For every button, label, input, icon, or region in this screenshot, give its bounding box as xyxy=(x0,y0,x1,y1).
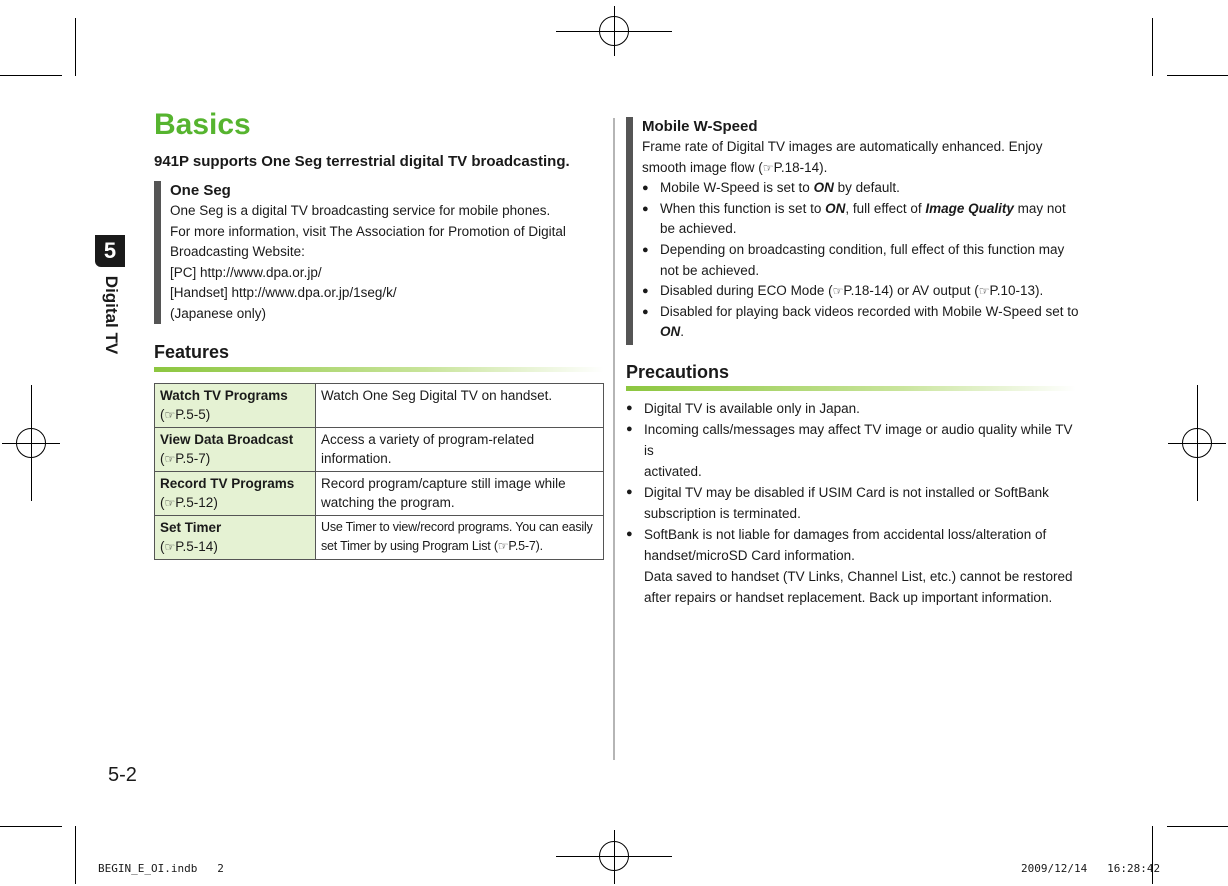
intro-text: 941P supports One Seg terrestrial digital TV broadcasting. xyxy=(154,153,570,170)
feature-name: View Data Broadcast xyxy=(160,432,294,447)
pointing-hand-icon: ☞ xyxy=(164,540,176,554)
table-row xyxy=(155,384,604,428)
feature-desc: Use Timer to view/record programs. You can easily xyxy=(321,520,593,534)
list-item: ● SoftBank is not liable for damages from accidental loss/alteration of handset/microSD Card information. Data saved to handset (TV Links, Channel List, etc.) cannot be restored after repairs or handset replacement. Back up important information. xyxy=(626,524,1081,608)
list-item: ● Disabled for playing back videos recorded with Mobile W-Speed set to ON. xyxy=(642,302,1092,343)
precautions-heading-bar xyxy=(626,386,1076,391)
feature-key-cell xyxy=(155,516,316,560)
page-reference[interactable]: ☞P.18-14 xyxy=(762,159,820,175)
page-reference[interactable]: (☞P.5-7) xyxy=(160,451,211,466)
mobile-wspeed-box xyxy=(626,117,1092,345)
mobile-wspeed-line: smooth image flow (☞P.18-14). xyxy=(642,158,1092,179)
feature-desc-cell: Use Timer to view/record programs. You can easily set Timer by using Program List (☞P.5-7). xyxy=(316,516,604,560)
one-seg-line: One Seg is a digital TV broadcasting service for mobile phones. xyxy=(170,203,551,218)
page-reference[interactable]: (☞P.5-5) xyxy=(160,407,211,422)
table-row xyxy=(155,472,604,516)
page-title: Basics xyxy=(154,108,251,141)
pointing-hand-icon: ☞ xyxy=(832,284,844,299)
pointing-hand-icon: ☞ xyxy=(762,160,774,175)
feature-desc-cell xyxy=(316,472,604,516)
page-reference[interactable]: (☞P.5-12) xyxy=(160,495,218,510)
footer-timestamp: 2009/12/14 16:28:42 xyxy=(1021,862,1161,875)
feature-key-cell xyxy=(155,472,316,516)
list-item: ● Mobile W-Speed is set to ON by default. xyxy=(642,178,1092,199)
handset-url-line[interactable]: [Handset] http://www.dpa.or.jp/1seg/k/ xyxy=(170,285,397,301)
list-item: ● Incoming calls/messages may affect TV image or audio quality while TV is activated. xyxy=(626,419,1081,482)
feature-desc: watching the program. xyxy=(321,495,455,510)
feature-desc: Watch One Seg Digital TV on handset. xyxy=(321,388,553,403)
pc-url-line[interactable]: [PC] http://www.dpa.or.jp/ xyxy=(170,264,322,280)
chapter-number: 5 xyxy=(95,235,125,267)
feature-desc: information. xyxy=(321,451,392,466)
feature-desc: set Timer by using Program List ( xyxy=(321,539,498,553)
mobile-wspeed-line: Frame rate of Digital TV images are automatically enhanced. Enjoy xyxy=(642,139,1043,154)
list-item: ● Digital TV may be disabled if USIM Card is not installed or SoftBank subscription is terminated. xyxy=(626,482,1081,524)
feature-key-cell xyxy=(155,384,316,428)
features-heading: Features xyxy=(154,342,230,362)
pointing-hand-icon: ☞ xyxy=(164,408,176,422)
list-item: ● When this function is set to ON, full effect of Image Quality may not be achieved. xyxy=(642,199,1092,240)
features-heading-bar xyxy=(154,367,604,372)
chapter-title xyxy=(96,270,126,360)
list-item: ● Depending on broadcasting condition, full effect of this function may not be achieved. xyxy=(642,240,1092,281)
precautions-heading: Precautions xyxy=(626,362,730,382)
one-seg-line: For more information, visit The Association for Promotion of Digital xyxy=(170,223,566,239)
list-item: ● Digital TV is available only in Japan. xyxy=(626,398,1081,419)
page-reference[interactable]: ☞P.18-14 xyxy=(832,283,889,299)
page-reference[interactable]: (☞P.5-14) xyxy=(160,539,218,554)
table-row xyxy=(155,516,604,560)
one-seg-line: (Japanese only) xyxy=(170,305,267,321)
page-reference[interactable]: ☞P.5-7 xyxy=(497,539,536,553)
precautions-list xyxy=(626,398,1081,608)
page-number: 5-2 xyxy=(108,764,137,786)
footer-file: BEGIN_E_OI.indb 2 xyxy=(98,862,224,875)
one-seg-line: Broadcasting Website: xyxy=(170,244,305,260)
mobile-wspeed-bullets xyxy=(642,178,1092,343)
feature-desc-cell xyxy=(316,428,604,472)
one-seg-box xyxy=(154,181,600,324)
list-item: ● Disabled during ECO Mode (☞P.18-14) or AV output (☞P.10-13). xyxy=(642,281,1092,302)
feature-desc: Record program/capture still image while xyxy=(321,476,566,491)
feature-name: Set Timer xyxy=(160,520,222,535)
pointing-hand-icon: ☞ xyxy=(164,452,176,466)
pointing-hand-icon: ☞ xyxy=(978,284,990,299)
column-divider xyxy=(613,118,615,760)
pointing-hand-icon: ☞ xyxy=(164,496,176,510)
one-seg-heading: One Seg xyxy=(170,182,231,199)
table-row xyxy=(155,428,604,472)
page-reference[interactable]: ☞P.10-13 xyxy=(978,283,1036,299)
feature-name: Watch TV Programs xyxy=(160,388,288,403)
feature-key-cell xyxy=(155,428,316,472)
feature-desc-cell xyxy=(316,384,604,428)
features-table xyxy=(154,383,604,560)
mobile-wspeed-heading: Mobile W-Speed xyxy=(642,118,758,135)
pointing-hand-icon: ☞ xyxy=(497,539,509,553)
feature-desc: Access a variety of program-related xyxy=(321,432,535,447)
chapter-title-text: Digital TV xyxy=(102,275,121,355)
feature-name: Record TV Programs xyxy=(160,476,295,491)
